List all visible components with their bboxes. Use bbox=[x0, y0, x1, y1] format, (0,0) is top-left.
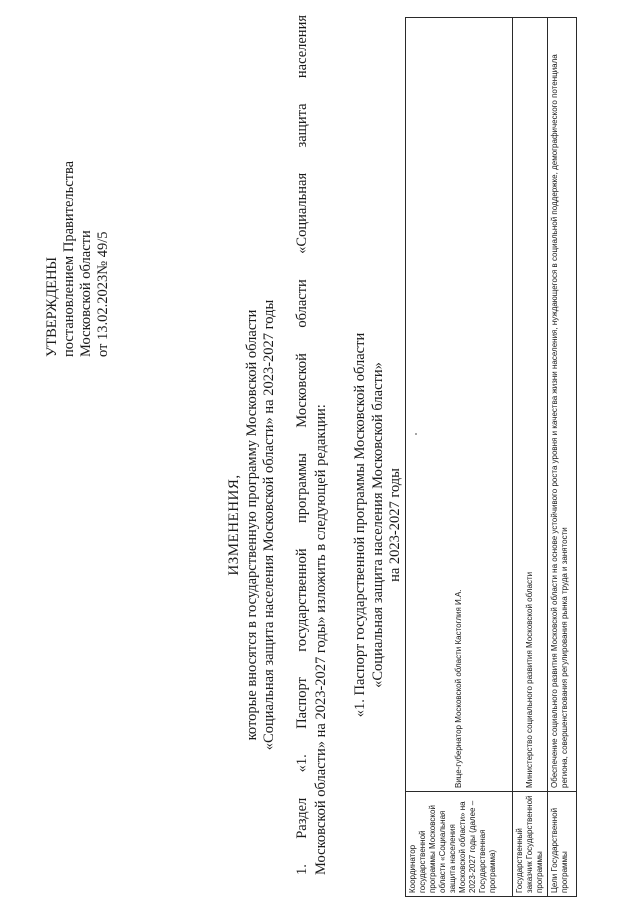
passport-heading: «1. Паспорт государственной программы Московской области bbox=[352, 332, 368, 718]
document-subtitle: «Социальная защита населения Московской области» на 2023-2027 годы bbox=[261, 299, 277, 751]
table-cell-value: Министерство социального развития Московской области bbox=[513, 18, 548, 792]
table-cell-value: Обеспечение социального развития Московской области на основе устойчивого роста уровня и качества жизни населения, нуждающегося в социальной поддержке, демографического потенциала региона, совершенствования регулирования рынка труда и занятости bbox=[548, 18, 577, 792]
table-cell-label: Государственный заказчик Государственной программы bbox=[513, 792, 548, 897]
table-cell-label: Координатор государственной программы Московской области «Социальная защита населения Московской области» на 2023-2027 годы (далее – Государственная программа) bbox=[406, 792, 513, 897]
approval-line: Московской области bbox=[78, 230, 94, 357]
passport-heading: «Социальная защита населения Московской бласти» bbox=[370, 362, 386, 688]
passport-table bbox=[405, 17, 577, 897]
approval-line: постановлением Правительства bbox=[61, 160, 77, 357]
paragraph-line: Московской области» на 2023-2027 годы» изложить в следующей редакции: bbox=[313, 404, 329, 875]
document-title: ИЗМЕНЕНИЯ, bbox=[226, 474, 242, 576]
table-row bbox=[548, 18, 577, 897]
passport-heading: на 2023-2027 годы bbox=[387, 468, 403, 582]
approval-title: УТВЕРЖДЕНЫ bbox=[44, 256, 60, 357]
document-subtitle: которые вносятся в государственную программу Московской области bbox=[244, 309, 260, 741]
approval-date: от 13.02.2023№ 49/5 bbox=[95, 231, 111, 357]
approval-stamp bbox=[44, 161, 112, 357]
table-row bbox=[406, 18, 513, 897]
table-cell-label: Цели Государственной программы bbox=[548, 792, 577, 897]
paragraph-line: 1. Раздел «1. Паспорт государственной программы Московской области «Социальная защита населения bbox=[294, 15, 310, 875]
table-cell-value: Вице-губернатор Московской области Кастоглия И.А. bbox=[406, 18, 513, 792]
table-row bbox=[513, 18, 548, 897]
